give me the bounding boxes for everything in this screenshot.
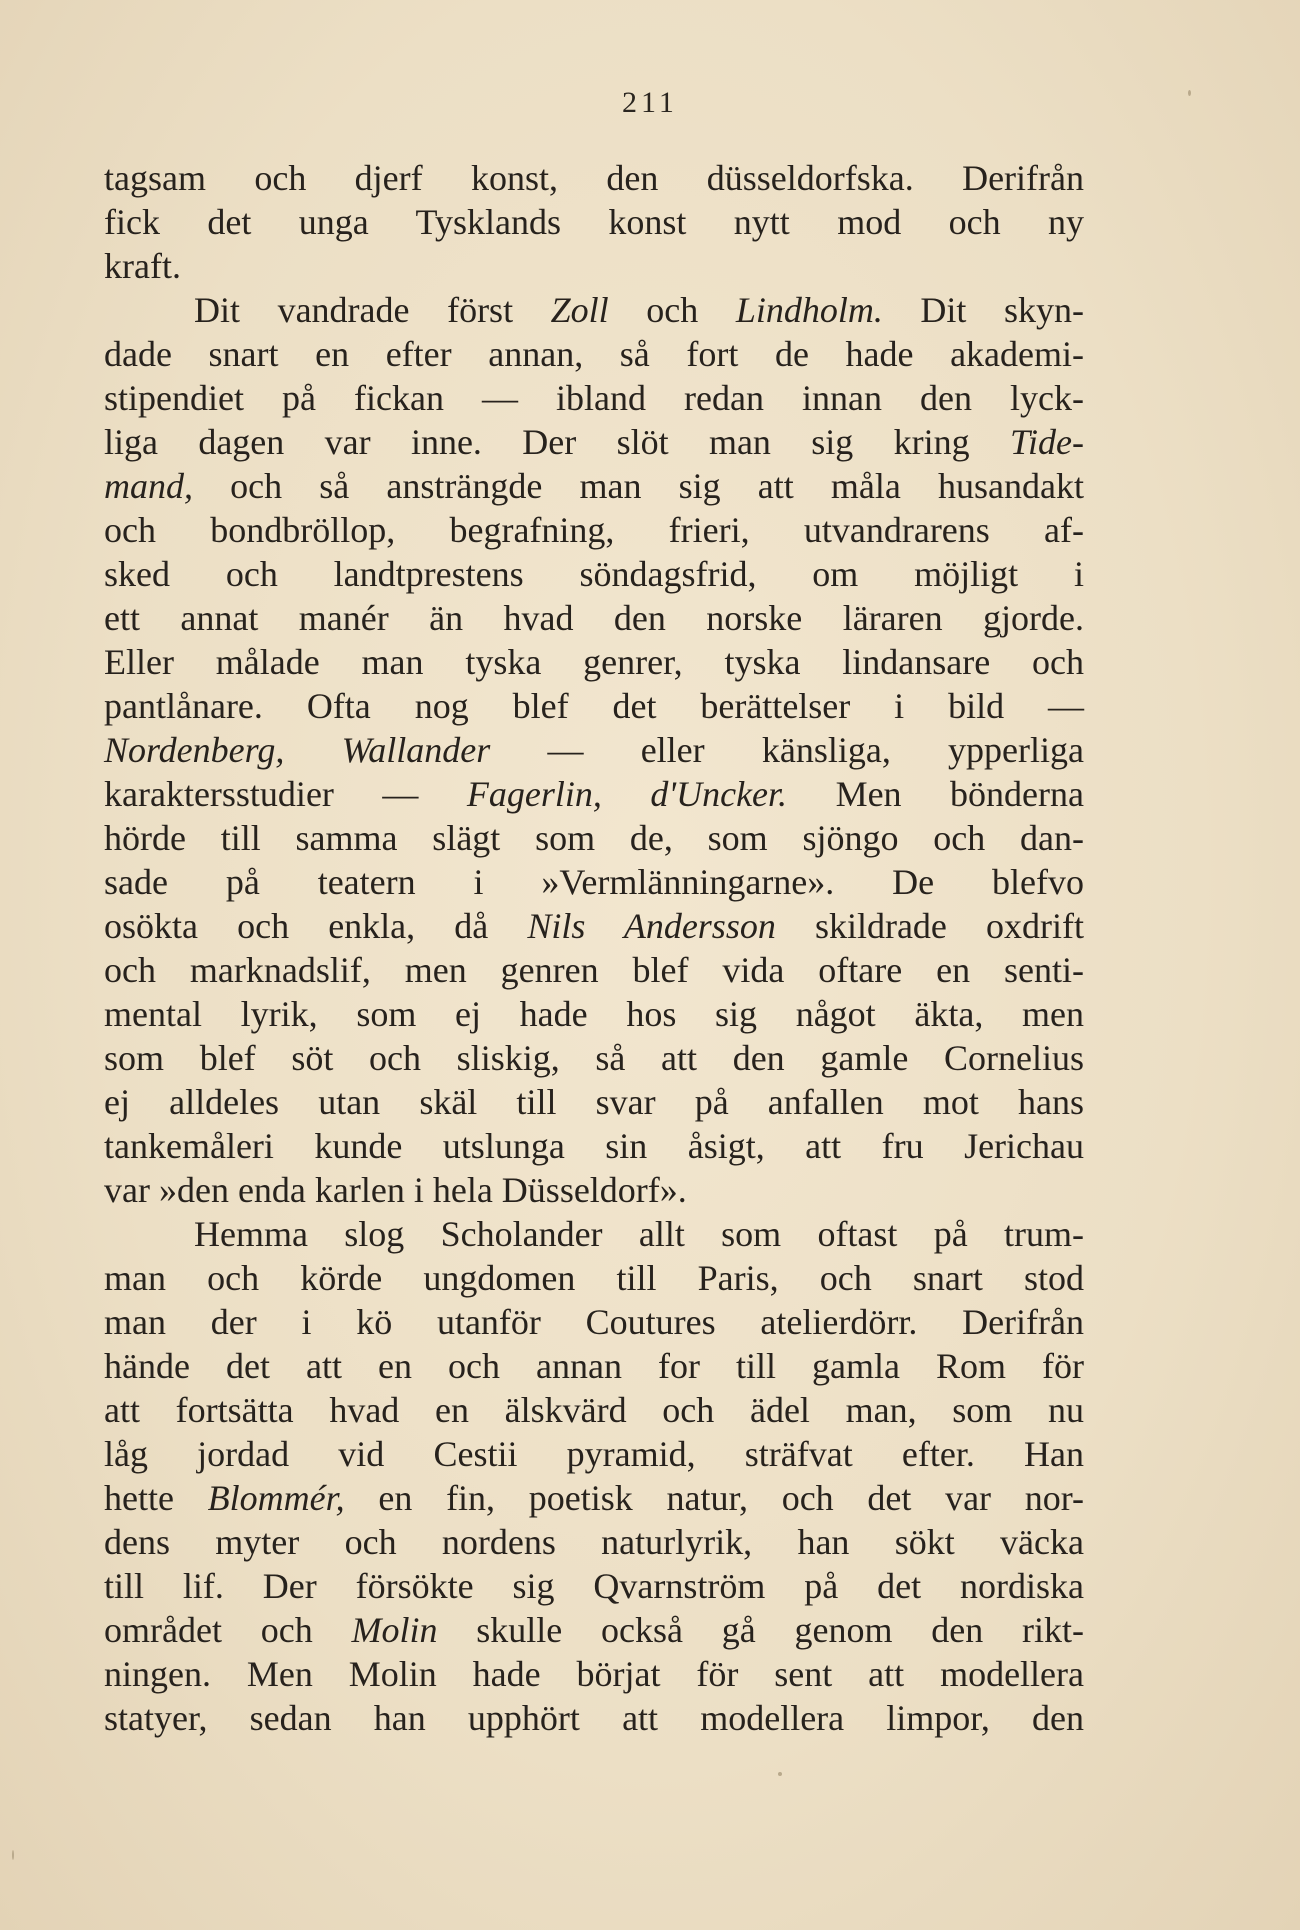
text-segment: hette bbox=[104, 1478, 208, 1518]
text-segment: sade på teatern i »Vermlänningarne». De blefvo bbox=[104, 862, 1084, 902]
text-segment: ej alldeles utan skäl till svar på anfallen mot hans bbox=[104, 1082, 1084, 1122]
text-segment: och bbox=[608, 290, 736, 330]
text-line bbox=[104, 376, 1084, 420]
text-segment: skildrade oxdrift bbox=[775, 906, 1084, 946]
text-line bbox=[104, 772, 1084, 816]
text-line bbox=[104, 992, 1084, 1036]
text-line bbox=[104, 640, 1084, 684]
text-line bbox=[104, 420, 1084, 464]
italic-name: Nils Andersson bbox=[527, 906, 776, 946]
italic-name: mand, bbox=[104, 466, 193, 506]
text-line bbox=[104, 948, 1084, 992]
text-segment: osökta och enkla, då bbox=[104, 906, 528, 946]
text-line bbox=[104, 1124, 1084, 1168]
text-segment bbox=[284, 730, 341, 770]
text-segment: mental lyrik, som ej hade hos sig något äkta, men bbox=[104, 994, 1084, 1034]
text-segment: som blef söt och sliskig, så att den gamle Cornelius bbox=[104, 1038, 1084, 1078]
text-line bbox=[104, 1212, 1084, 1256]
text-segment: — eller känsliga, ypperliga bbox=[490, 730, 1085, 770]
italic-name: Tide- bbox=[1009, 422, 1084, 462]
italic-name: Lindholm. bbox=[735, 290, 883, 330]
text-segment: sked och landtprestens söndagsfrid, om möjligt i bbox=[104, 554, 1084, 594]
text-line bbox=[104, 684, 1084, 728]
text-line bbox=[104, 860, 1084, 904]
page-number: 211 bbox=[622, 86, 678, 119]
text-line bbox=[104, 1608, 1084, 1652]
text-line bbox=[104, 552, 1084, 596]
text-line bbox=[104, 816, 1084, 860]
text-line bbox=[104, 1344, 1084, 1388]
italic-name: Blommér, bbox=[207, 1478, 345, 1518]
text-segment: dens myter och nordens naturlyrik, han sökt väcka bbox=[104, 1522, 1084, 1562]
text-line bbox=[104, 200, 1084, 244]
text-segment: statyer, sedan han upphört att modellera limpor, den bbox=[104, 1698, 1084, 1738]
text-segment: till lif. Der försökte sig Qvarnström på det nordiska bbox=[104, 1566, 1084, 1606]
text-line bbox=[104, 464, 1084, 508]
text-line bbox=[104, 1652, 1084, 1696]
text-segment: pantlånare. Ofta nog blef det berättelser i bild — bbox=[104, 686, 1084, 726]
text-segment: stipendiet på fickan — ibland redan innan den lyck- bbox=[104, 378, 1084, 418]
text-line bbox=[104, 1696, 1084, 1740]
text-segment: kraft. bbox=[104, 246, 181, 286]
text-segment: hände det att en och annan for till gamla Rom för bbox=[104, 1346, 1084, 1386]
text-segment: liga dagen var inne. Der slöt man sig kring bbox=[104, 422, 1010, 462]
text-line bbox=[104, 1080, 1084, 1124]
body-text bbox=[104, 156, 1084, 1740]
text-segment: området och bbox=[104, 1610, 352, 1650]
text-segment: skulle också gå genom den rikt- bbox=[437, 1610, 1084, 1650]
text-line bbox=[104, 1036, 1084, 1080]
text-segment: låg jordad vid Cestii pyramid, sträfvat efter. Han bbox=[104, 1434, 1084, 1474]
paper-speck bbox=[12, 1850, 14, 1860]
text-segment: Hemma slog Scholander allt som oftast på trum- bbox=[194, 1214, 1084, 1254]
text-line bbox=[104, 156, 1084, 200]
text-segment: Dit vandrade först bbox=[194, 290, 551, 330]
text-segment: att fortsätta hvad en älskvärd och ädel man, som nu bbox=[104, 1390, 1084, 1430]
text-segment: ett annat manér än hvad den norske läraren gjorde. bbox=[104, 598, 1084, 638]
text-segment: Eller målade man tyska genrer, tyska lindansare och bbox=[104, 642, 1084, 682]
italic-name: Wallander bbox=[341, 730, 491, 770]
text-line bbox=[104, 1476, 1084, 1520]
text-segment: och marknadslif, men genren blef vida oftare en senti- bbox=[104, 950, 1084, 990]
italic-name: Fagerlin, d'Uncker. bbox=[466, 774, 788, 814]
text-line bbox=[104, 728, 1084, 772]
text-line bbox=[104, 1256, 1084, 1300]
text-segment: och så ansträngde man sig att måla husandakt bbox=[193, 466, 1084, 506]
text-line bbox=[104, 1432, 1084, 1476]
text-line bbox=[104, 1388, 1084, 1432]
text-segment: var »den enda karlen i hela Düsseldorf». bbox=[104, 1170, 687, 1210]
text-segment: hörde till samma slägt som de, som sjöngo och dan- bbox=[104, 818, 1084, 858]
text-segment: dade snart en efter annan, så fort de hade akademi- bbox=[104, 334, 1084, 374]
text-segment: tankemåleri kunde utslunga sin åsigt, att fru Jerichau bbox=[104, 1126, 1084, 1166]
text-segment: ningen. Men Molin hade börjat för sent att modellera bbox=[104, 1654, 1084, 1694]
text-line bbox=[104, 1168, 1084, 1212]
text-line bbox=[104, 1520, 1084, 1564]
text-segment: Dit skyn- bbox=[882, 290, 1085, 330]
text-line bbox=[104, 596, 1084, 640]
paper-speck bbox=[1188, 90, 1191, 96]
text-line bbox=[104, 904, 1084, 948]
text-line bbox=[104, 244, 1084, 288]
text-segment: karaktersstudier — bbox=[104, 774, 467, 814]
text-segment: man och körde ungdomen till Paris, och snart stod bbox=[104, 1258, 1084, 1298]
text-segment: fick det unga Tysklands konst nytt mod och ny bbox=[104, 202, 1084, 242]
italic-name: Nordenberg, bbox=[104, 730, 285, 770]
text-segment: och bondbröllop, begrafning, frieri, utvandrarens af- bbox=[104, 510, 1084, 550]
text-segment: Men bönderna bbox=[787, 774, 1085, 814]
italic-name: Zoll bbox=[550, 290, 609, 330]
text-segment: man der i kö utanför Coutures atelierdörr. Derifrån bbox=[104, 1302, 1084, 1342]
text-segment: en fin, poetisk natur, och det var nor- bbox=[344, 1478, 1084, 1518]
text-segment: tagsam och djerf konst, den düsseldorfska. Derifrån bbox=[104, 158, 1084, 198]
italic-name: Molin bbox=[351, 1610, 438, 1650]
text-line bbox=[104, 1564, 1084, 1608]
text-line bbox=[104, 508, 1084, 552]
paper-speck bbox=[778, 1772, 782, 1776]
text-line bbox=[104, 1300, 1084, 1344]
text-line bbox=[104, 288, 1084, 332]
text-line bbox=[104, 332, 1084, 376]
